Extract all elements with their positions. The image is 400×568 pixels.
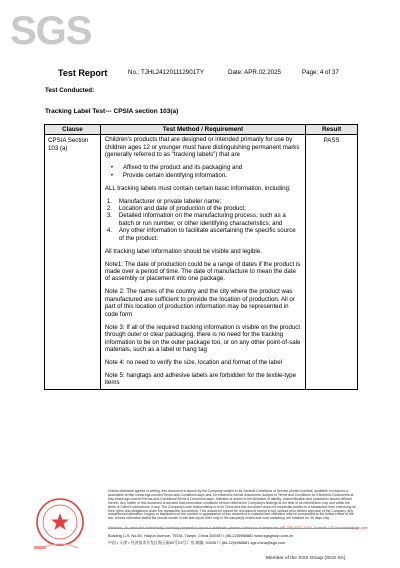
table-row: [45, 135, 358, 389]
legal-disclaimer: Unless otherwise agreed in writing, this document is issued by the Company subject to its General Conditions of Service printed overleaf, available on request or accessible at http://www.sgs.com/en/Terms-and-Conditions.aspx and, for electronic format documents, subject to Terms and Conditions for Electronic Documents at http://www.sgs.com/en/Terms-and-Conditions/Terms-e-Document.aspx. Attention is drawn to the limitation of liability, indemnification and jurisdiction issues defined therein. Any holder of this document is advised that information contained hereon reflects the Company's findings at the time of its intervention only and within the limits of Client's instructions, if any. The Company's sole responsibility is to its Client and this document does not exonerate parties to a transaction from exercising all their rights and obligations under the transaction documents. This document cannot be reproduced except in full, without prior written approval of the Company. Any unauthorized alteration, forgery or falsification of the content or appearance of this document is unlawful and offenders may be prosecuted to the fullest extent of the law. Unless otherwise stated the results shown in this test report refer only to the sample(s) tested and such sample(s) are retained for 30 days only.: [108, 489, 356, 521]
list-item: [105, 205, 301, 212]
list-number: 1.: [106, 197, 112, 205]
visible-note: All tracking label information should be visible and legible.: [104, 247, 262, 255]
clause-cell: CPSIA Section 103 (a): [45, 135, 101, 389]
list-item: [105, 212, 301, 227]
list-item: [105, 198, 301, 205]
test-conducted-heading: Test Conducted:: [45, 87, 95, 94]
header-result: Result: [306, 125, 358, 135]
list-number: 2.: [106, 205, 112, 213]
table-header-row: [45, 125, 358, 135]
list-text: Any other information to facilitate ascertaining the specific source of the product.: [118, 227, 296, 242]
result-cell: PASS: [306, 135, 358, 389]
footer-divider: [108, 528, 358, 529]
company-seal-stamp: [34, 496, 98, 552]
note-3: Note 3: If all of the required tracking information is visible on the product through outer or clear packaging, there is no need for the tracking information to be on the outer package too, or on any other point-of-sale materials, such as a label or hang tag: [104, 323, 301, 353]
header-method: Test Method / Requirement: [100, 125, 305, 135]
numbered-list: [105, 198, 301, 242]
list-item: [105, 227, 301, 242]
report-number: No.: TJHL241201112901TY: [128, 69, 205, 76]
tracking-intro: ALL tracking labels must contain certain basic information, including:: [104, 184, 291, 192]
report-title: Test Report: [58, 68, 108, 78]
header-clause: Clause: [45, 125, 101, 135]
intro-paragraph: Children's products that are designed or intended primarily for use by children ages 12 or younger must have distinguishing permanent marks (generally referred to as "tracking labels") that are: [104, 136, 300, 159]
list-number: 3.: [106, 212, 112, 220]
note-4: Note 4: no need to verify the size, location and format of the label: [104, 358, 283, 366]
section-title: Tracking Label Test--- CPSIA section 103(a): [45, 108, 179, 115]
list-item: • Affixed to the product and its packaging and: [105, 164, 301, 171]
address-chinese: 中国 • 天津 • 经济技术开发区海云街80号C9号厂房 邮编: 300457 t (86-22)5988881 sgs.china@sgs.com: [108, 540, 286, 545]
authenticity-notice: Attention: To check the authenticity of testing /inspection report & certificate, please contact us at telephone: (86-755) 8307 1443, or email: CN.Doccheck@sgs.com: [108, 526, 368, 530]
report-date: Date: APR.02.2025: [228, 69, 281, 76]
svg-text:SGS: SGS: [10, 10, 92, 50]
member-line: Member of the SGS Group (SGS SA): [266, 556, 346, 561]
list-item: • Provide certain identifying information.: [105, 172, 301, 179]
list-number: 4.: [106, 227, 112, 235]
list-text: Detailed information on the manufacturing process, such as a batch or run number, or other identifying characteristics; and: [118, 212, 286, 227]
list-text: Location and date of production of the product;: [118, 205, 246, 213]
test-table: [44, 124, 358, 390]
bullet-list: [105, 164, 301, 179]
list-text: Manufacturer or private labeler name;: [118, 197, 222, 205]
note-2: Note 2: The names of the country and the city where the product was manufactured are sufficient to provide the location of production. All or part of this location of production information may be represented in code form: [104, 288, 295, 318]
sgs-logo: [8, 10, 94, 50]
page-number: Page: 4 of 37: [302, 69, 339, 76]
address-english: Building C-9, No.80, Haiyun Avenue, TEDA, Tianjin, China 300457 t (86-22)5988881 www.sgsgroup.com.cn: [108, 533, 294, 538]
note-5: Note 5: hangtags and adhesive labels are forbidden for the textile-type items: [104, 371, 297, 387]
requirement-cell: [100, 135, 305, 389]
note-1: Note1: The date of production could be a range of dates if the product is made over a period of time. The date of manufacture to mean the date of assembly or placement into one package.: [104, 260, 301, 283]
